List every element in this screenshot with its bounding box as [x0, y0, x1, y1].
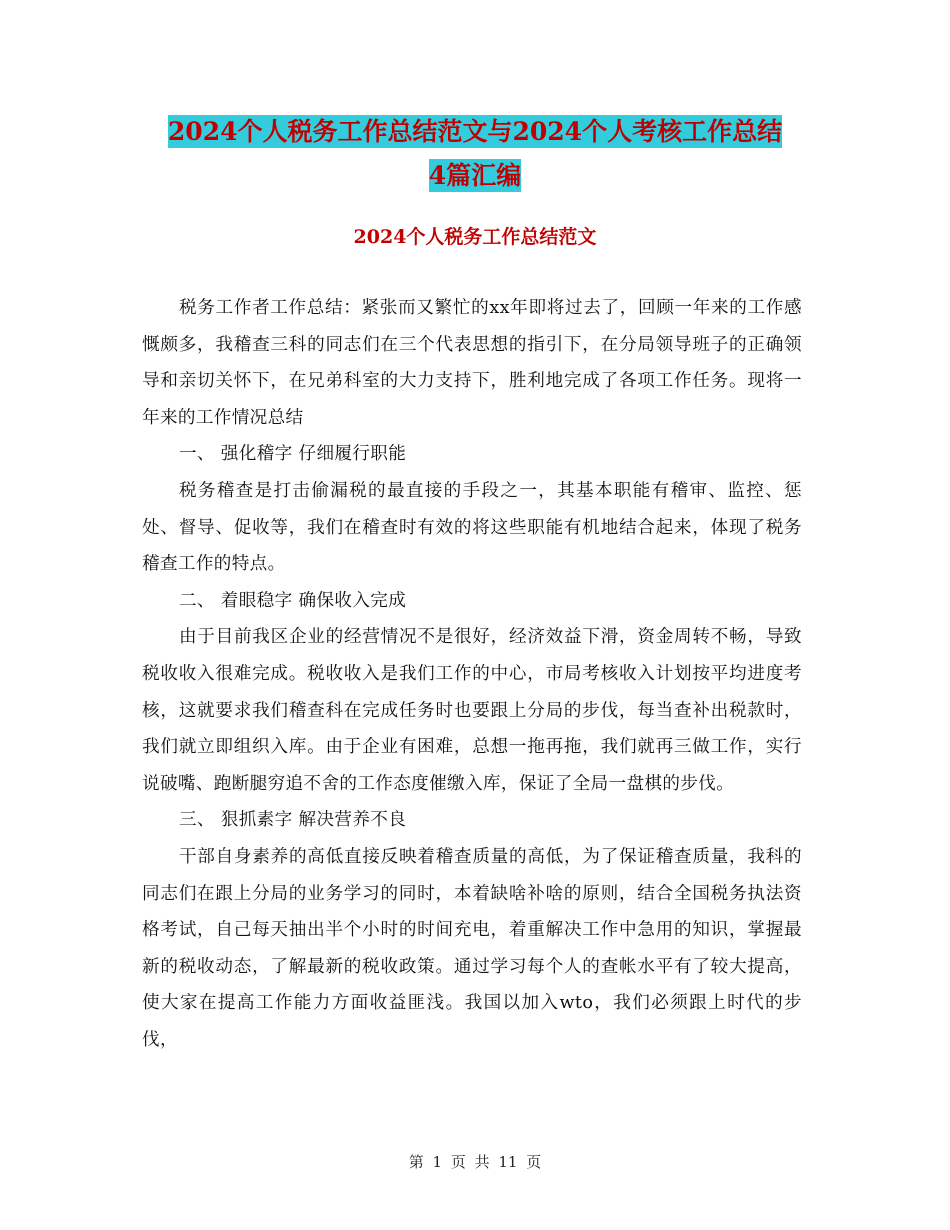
document-body [142, 290, 802, 1058]
document-title-line-1: 2024个人税务工作总结范文与2024个人考核工作总结 [167, 117, 783, 146]
intro-paragraph: 税务工作者工作总结：紧张而又繁忙的xx年即将过去了，回顾一年来的工作感慨颇多，我稽查三科的同志们在三个代表思想的指引下，在分局领导班子的正确领导和亲切关怀下，在兄弟科室的大力支持下，胜利地完成了各项工作任务。现将一年来的工作情况总结 [142, 298, 802, 428]
heading-two: 二、 着眼稳字 确保收入完成 [178, 590, 407, 611]
document-title [0, 110, 950, 198]
heading-three: 三、 狠抓素字 解决营养不良 [178, 810, 407, 831]
paragraph-three: 干部自身素养的高低直接反映着稽查质量的高低，为了保证稽查质量，我科的同志们在跟上分局的业务学习的同时，本着缺啥补啥的原则，结合全国税务执法资格考试，自己每天抽出半个小时的时间充电，着重解决工作中急用的知识，掌握最新的税收动态，了解最新的税收政策。通过学习每个人的查帐水平有了较大提高，使大家在提高工作能力方面收益匪浅。我国以加入wto，我们必须跟上时代的步伐， [142, 846, 802, 1050]
section-title: 2024个人税务工作总结范文 [353, 226, 597, 248]
paragraph-one: 税务稽查是打击偷漏税的最直接的手段之一，其基本职能有稽审、监控、惩处、督导、促收等，我们在稽查时有效的将这些职能有机地结合起来，体现了税务稽查工作的特点。 [142, 480, 802, 575]
paragraph-two: 由于目前我区企业的经营情况不是很好，经济效益下滑，资金周转不畅，导致税收收入很难完成。税收收入是我们工作的中心，市局考核收入计划按平均进度考核，这就要求我们稽查科在完成任务时也要跟上分局的步伐，每当查补出税款时，我们就立即组织入库。由于企业有困难，总想一拖再拖，我们就再三做工作，实行 说破嘴、跑断腿穷追不舍的工作态度催缴入库，保证了全局一盘棋的步伐。 [142, 627, 802, 794]
document-title-line-2: 4篇汇编 [428, 161, 522, 190]
page-number-footer: 第 1 页 共 11 页 [408, 1153, 542, 1171]
heading-one: 一、 强化稽字 仔细履行职能 [178, 444, 407, 465]
